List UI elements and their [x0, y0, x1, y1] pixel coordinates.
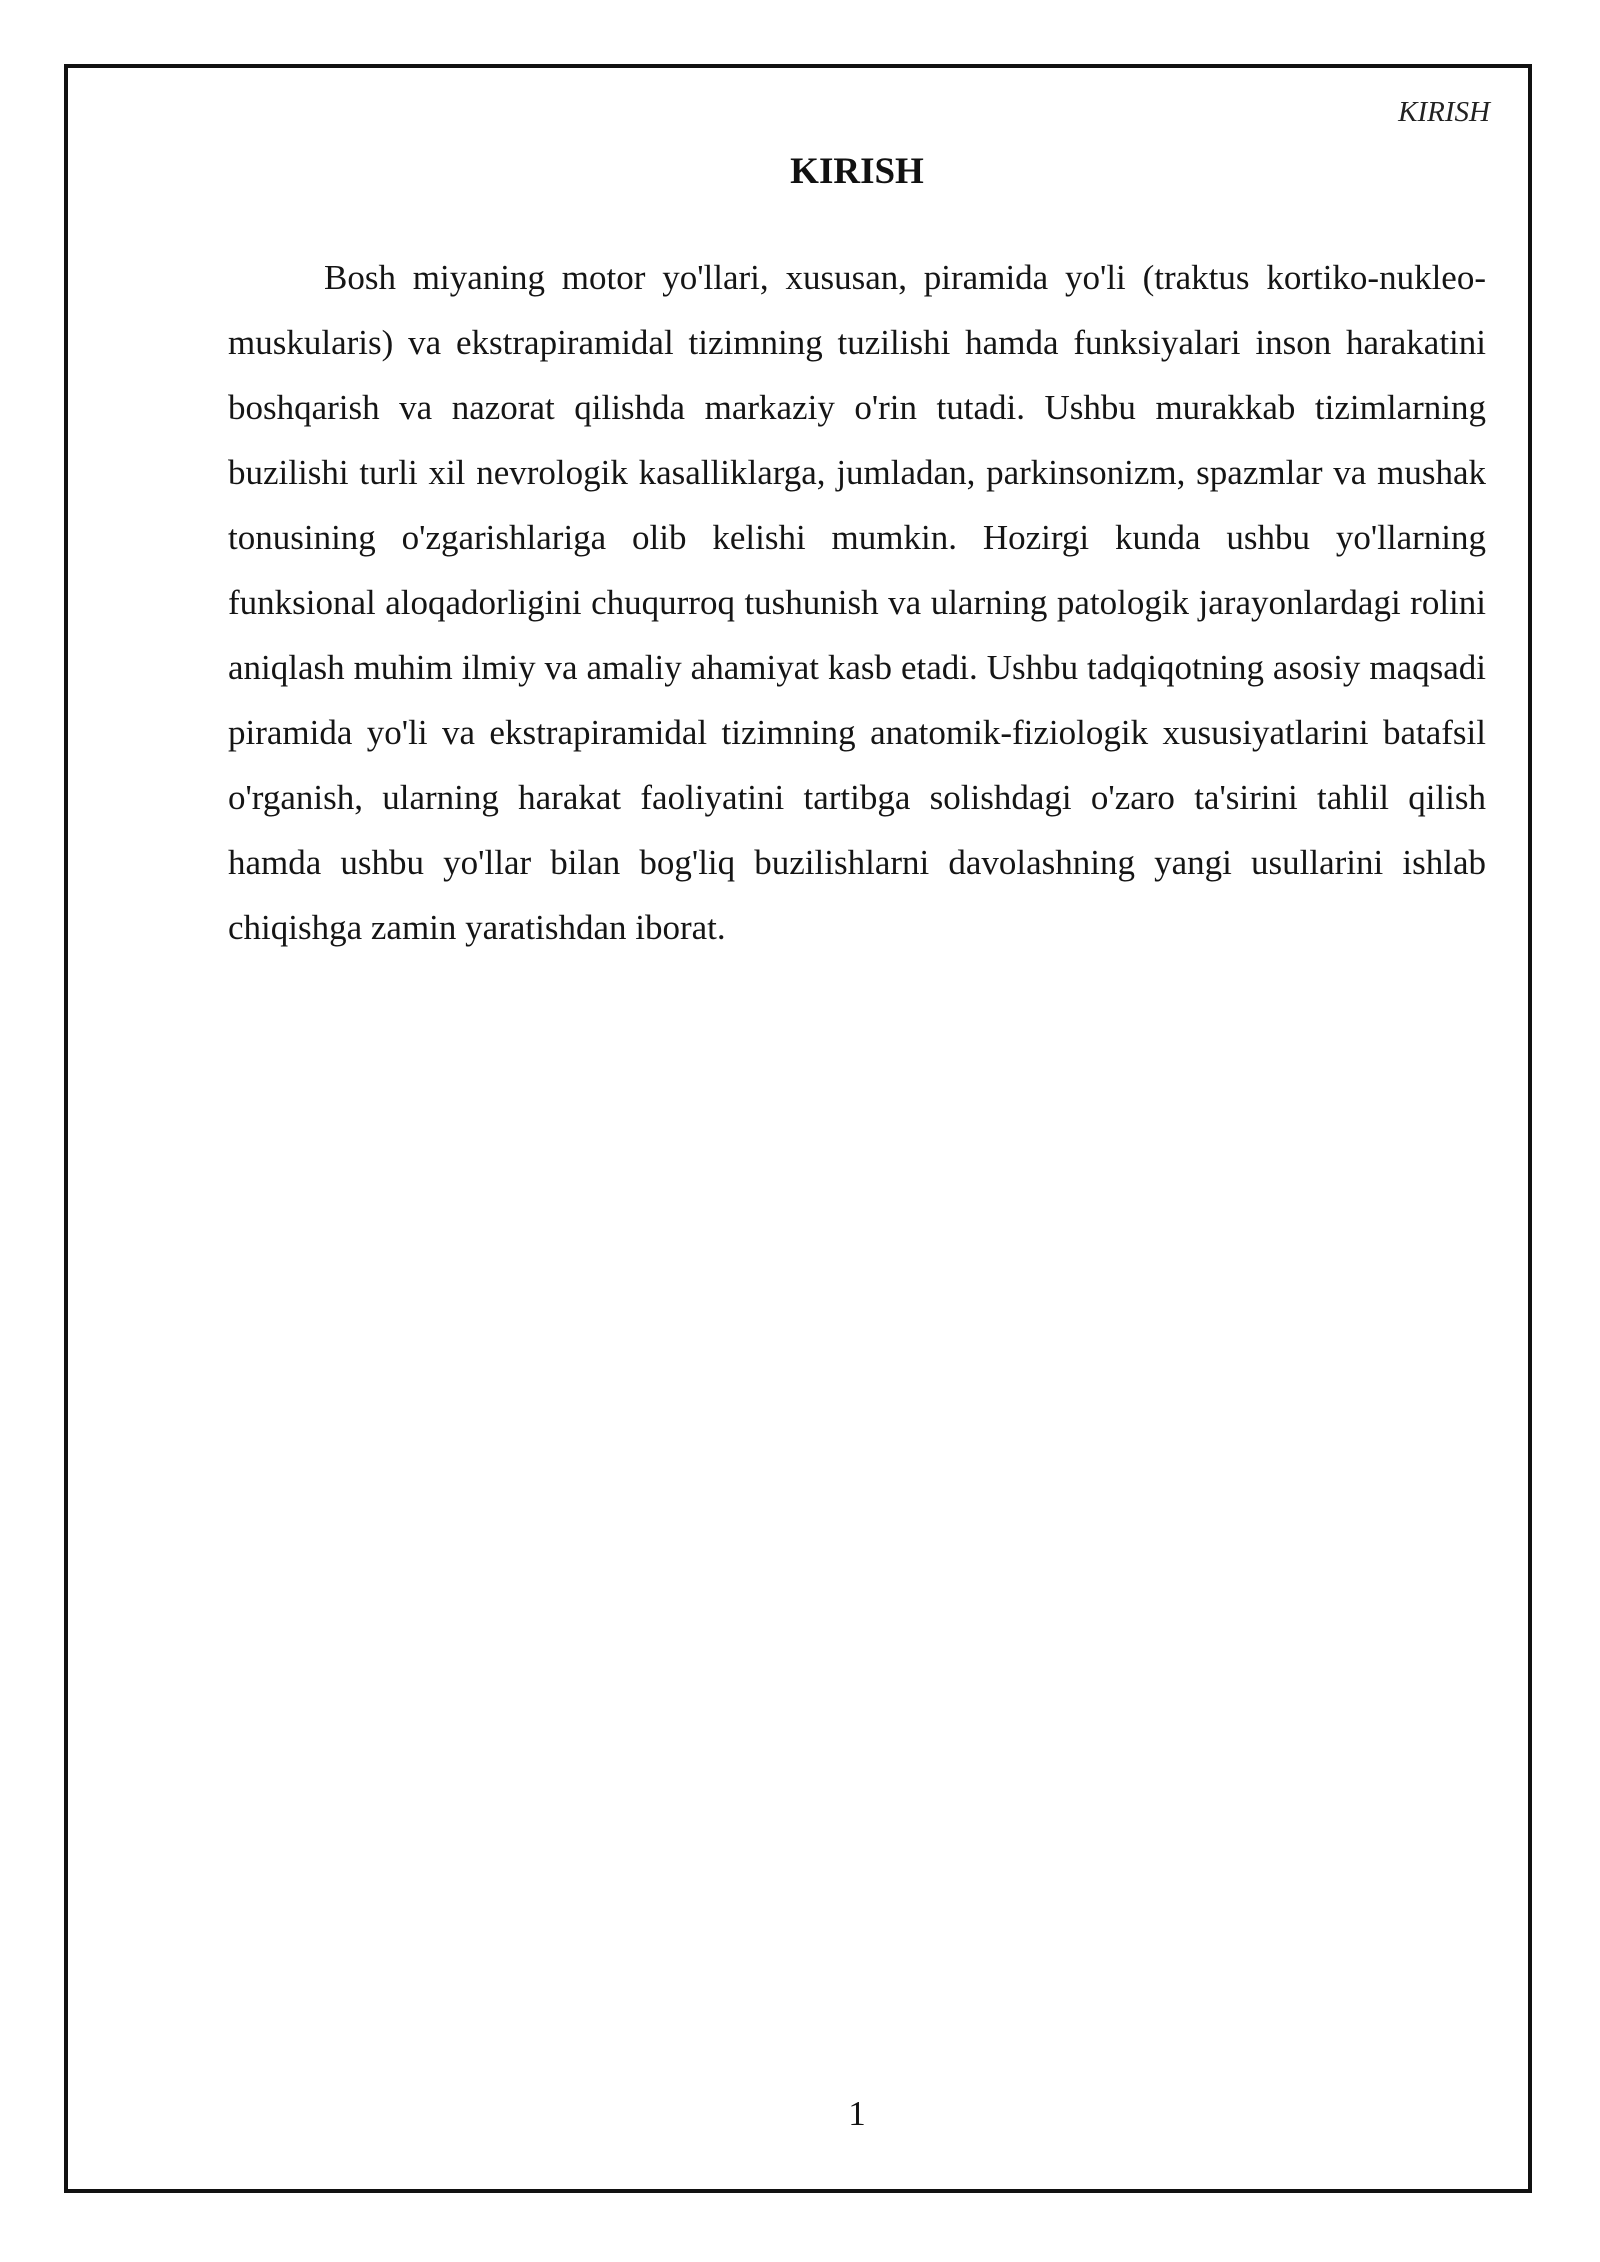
page-title: KIRISH	[790, 151, 924, 192]
running-header: KIRISH	[1398, 96, 1490, 128]
page-number: 1	[848, 2094, 866, 2133]
body-paragraph: Bosh miyaning motor yo'llari, xususan, piramida yo'li (traktus kortiko-nukleo-muskularis) va ekstrapiramidal tizimning tuzilishi hamda funksiyalari inson harakatini boshqarish va nazorat qilishda markaziy o'rin tutadi. Ushbu murakkab tizimlarning buzilishi turli xil nevrologik kasalliklarga, jumladan, parkinsonizm, spazmlar va mushak tonusining o'zgarishlariga olib kelishi mumkin. Hozirgi kunda ushbu yo'llarning funksional aloqadorligini chuqurroq tushunish va ularning patologik jarayonlardagi rolini aniqlash muhim ilmiy va amaliy ahamiyat kasb etadi. Ushbu tadqiqotning asosiy maqsadi piramida yo'li va ekstrapiramidal tizimning anatomik-fiziologik xususiyatlarini batafsil o'rganish, ularning harakat faoliyatini tartibga solishdagi o'zaro ta'sirini tahlil qilish hamda ushbu yo'llar bilan bog'liq buzilishlarni davolashning yangi usullarini ishlab chiqishga zamin yaratishdan iborat.	[228, 258, 1486, 947]
